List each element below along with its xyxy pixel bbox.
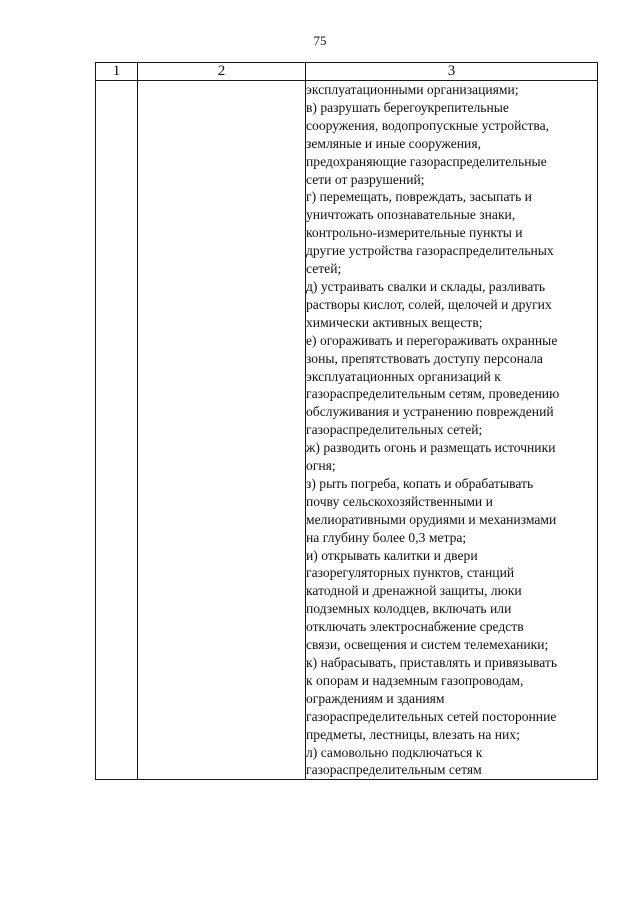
text-line: газораспределительных сетей посторонние [306, 708, 557, 724]
text-line: ж) разводить огонь и размещать источники [306, 440, 556, 456]
text-line: подземных колодцев, включать или [306, 601, 512, 617]
text-line: сооружения, водопропускные устройства, [306, 117, 550, 133]
text-line: з) рыть погреба, копать и обрабатывать [306, 475, 534, 491]
text-line: мелиоративными орудиями и механизмами [306, 511, 557, 527]
text-line: сетей; [306, 261, 342, 277]
text-line: огня; [306, 458, 336, 474]
text-line: ограждениям и зданиям [306, 690, 445, 706]
text-line: газораспределительным сетям [306, 762, 482, 778]
text-line: к опорам и надземным газопроводам, [306, 672, 524, 688]
text-line: зоны, препятствовать доступу персонала [306, 350, 543, 366]
text-line: отключать электроснабжение средств [306, 619, 524, 635]
text-line: растворы кислот, солей, щелочей и других [306, 296, 552, 312]
text-line: е) огораживать и перегораживать охранные [306, 332, 558, 348]
text-line: газораспределительным сетям, проведению [306, 386, 560, 402]
text-line: в) разрушать берегоукрепительные [306, 99, 509, 115]
column-2-cell [138, 81, 306, 780]
text-line: газораспределительных сетей; [306, 422, 483, 438]
column-3-cell [306, 81, 598, 780]
text-line: газорегуляторных пунктов, станций [306, 565, 515, 581]
text-line: д) устраивать свалки и склады, разливать [306, 278, 546, 294]
text-line: и) открывать калитки и двери [306, 547, 478, 563]
document-table [95, 62, 598, 780]
column-header-2: 2 [138, 63, 306, 81]
text-line: почву сельскохозяйственными и [306, 493, 493, 509]
page-number: 75 [313, 33, 327, 48]
text-line: земляные и иные сооружения, [306, 135, 481, 151]
text-line: другие устройства газораспределительных [306, 243, 554, 259]
text-line: катодной и дренажной защиты, люки [306, 583, 522, 599]
text-line: к) набрасывать, приставлять и привязывать [306, 655, 558, 670]
column-header-1: 1 [96, 63, 138, 81]
text-line: на глубину более 0,3 метра; [306, 529, 467, 545]
text-line: связи, освещения и систем телемеханики; [306, 637, 549, 653]
table-row [96, 81, 598, 780]
text-line: предметы, лестницы, влезать на них; [306, 726, 520, 742]
column-header-3: 3 [306, 63, 598, 81]
table-header-row [96, 63, 598, 81]
text-line: контрольно-измерительные пункты и [306, 225, 523, 241]
text-line: эксплуатационными организациями; [306, 82, 519, 97]
text-line: предохраняющие газораспределительные [306, 153, 547, 169]
text-line: сети от разрушений; [306, 171, 425, 187]
column-1-cell [96, 81, 138, 780]
text-line: эксплуатационных организаций к [306, 368, 501, 384]
text-line: г) перемещать, повреждать, засыпать и [306, 189, 532, 205]
text-line: л) самовольно подключаться к [306, 744, 483, 760]
column-3-text [306, 81, 597, 779]
text-line: уничтожать опознавательные знаки, [306, 207, 516, 223]
text-line: химически активных веществ; [306, 314, 483, 330]
text-line: обслуживания и устранению повреждений [306, 404, 554, 420]
